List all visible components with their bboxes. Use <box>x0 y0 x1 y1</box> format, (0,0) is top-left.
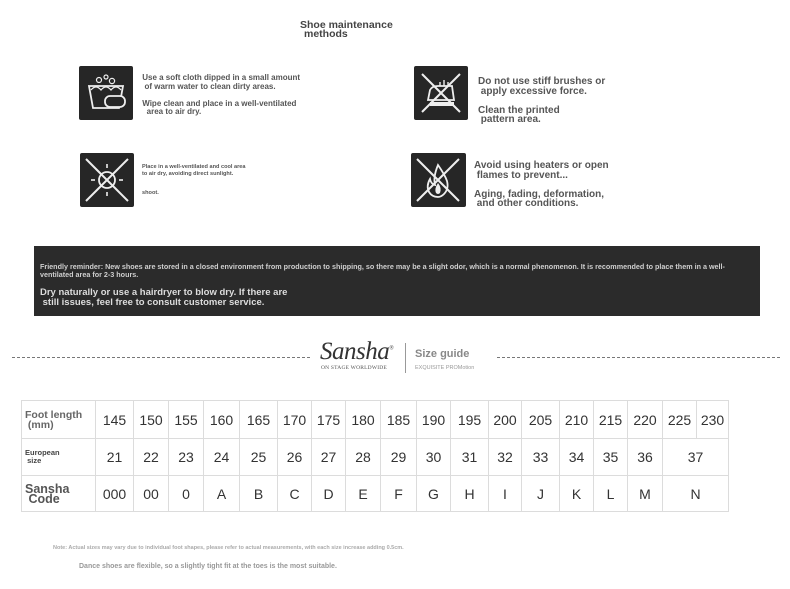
european-cell: 21 <box>96 439 134 476</box>
european-cell: 33 <box>522 439 560 476</box>
foot-length-cell: 230 <box>697 401 729 439</box>
foot-length-cell: 175 <box>312 401 346 439</box>
brand-separator <box>405 343 406 373</box>
bucket-soap-icon <box>79 66 133 120</box>
size-table <box>21 400 729 512</box>
code-cell: 00 <box>134 476 169 512</box>
title-line-1: Shoe maintenance <box>300 19 393 31</box>
european-cell: 34 <box>560 439 594 476</box>
code-cell: M <box>628 476 663 512</box>
code-cell: F <box>381 476 417 512</box>
divider-right <box>497 357 780 358</box>
foot-length-cell: 150 <box>134 401 169 439</box>
foot-length-cell: 185 <box>381 401 417 439</box>
reminder-line-1: Friendly reminder: New shoes are stored in a closed environment from production to shipping, so there may be a slight odor, which is a normal phenomenon. It is recommended to place them in a well-ventilated area for 2-3 hours. <box>40 262 725 279</box>
foot-length-cell: 190 <box>417 401 451 439</box>
foot-length-cell: 165 <box>240 401 278 439</box>
code-cell: C <box>278 476 312 512</box>
note-line-1: Note: Actual sizes may vary due to individual foot shapes, please refer to actual measurements, with each size increase adding 0.5cm. <box>53 545 404 551</box>
code-cell: N <box>663 476 729 512</box>
tip-text-3: Place in a well-ventilated and cool area to air dry, avoiding direct sunlight. shoot. <box>142 164 246 196</box>
page-title <box>300 21 470 39</box>
european-cell: 31 <box>451 439 489 476</box>
foot-length-cell: 145 <box>96 401 134 439</box>
foot-length-cell: 220 <box>628 401 663 439</box>
table-row-code <box>22 476 729 512</box>
title-line-2: methods <box>304 28 348 40</box>
code-cell: D <box>312 476 346 512</box>
code-cell: 000 <box>96 476 134 512</box>
european-cell: 29 <box>381 439 417 476</box>
divider-left <box>12 357 310 358</box>
header-code: Sansha Code <box>22 476 96 512</box>
european-cell: 23 <box>169 439 204 476</box>
code-cell: A <box>204 476 240 512</box>
code-cell: E <box>346 476 381 512</box>
brand-name: Sansha <box>320 338 390 365</box>
tip-text-2: Do not use stiff brushes or apply excessive force. Clean the printed pattern area. <box>478 76 606 125</box>
european-cell: 26 <box>278 439 312 476</box>
foot-length-cell: 155 <box>169 401 204 439</box>
foot-length-cell: 215 <box>594 401 628 439</box>
european-cell: 28 <box>346 439 381 476</box>
header-foot-length: Foot length (mm) <box>22 401 96 439</box>
foot-length-cell: 225 <box>663 401 697 439</box>
foot-length-cell: 180 <box>346 401 381 439</box>
european-cell: 32 <box>489 439 522 476</box>
no-fire-icon <box>411 153 466 207</box>
code-cell: K <box>560 476 594 512</box>
code-cell: H <box>451 476 489 512</box>
table-row-european <box>22 439 729 476</box>
foot-length-cell: 205 <box>522 401 560 439</box>
brand-tagline: ON STAGE WORLDWIDE <box>321 365 387 371</box>
code-cell: G <box>417 476 451 512</box>
size-guide-label: Size guide <box>415 348 470 360</box>
foot-length-cell: 170 <box>278 401 312 439</box>
foot-length-cell: 160 <box>204 401 240 439</box>
european-cell: 24 <box>204 439 240 476</box>
code-cell: B <box>240 476 278 512</box>
european-cell: 22 <box>134 439 169 476</box>
foot-length-cell: 195 <box>451 401 489 439</box>
code-cell: 0 <box>169 476 204 512</box>
header-european: European size <box>22 439 96 476</box>
tip-text-4: Avoid using heaters or open flames to prevent... Aging, fading, deformation, and other conditions. <box>474 160 609 209</box>
european-cell: 27 <box>312 439 346 476</box>
foot-length-cell: 200 <box>489 401 522 439</box>
european-cell: 35 <box>594 439 628 476</box>
european-cell: 37 <box>663 439 729 476</box>
size-guide-sub: EXQUISITE PROMotion <box>415 365 475 371</box>
european-cell: 25 <box>240 439 278 476</box>
tip-text-1: Use a soft cloth dipped in a small amount of warm water to clean dirty areas. Wipe clean and place in a well-ventilated area to air dry. <box>142 73 301 116</box>
code-cell: L <box>594 476 628 512</box>
code-cell: I <box>489 476 522 512</box>
table-row-foot-length <box>22 401 729 439</box>
no-brush-iron-icon <box>414 66 468 120</box>
european-cell: 30 <box>417 439 451 476</box>
code-cell: J <box>522 476 560 512</box>
foot-length-cell: 210 <box>560 401 594 439</box>
european-cell: 36 <box>628 439 663 476</box>
reminder-line-2: Dry naturally or use a hairdryer to blow dry. If there are still issues, feel free to consult customer service. <box>40 287 288 308</box>
brand-logo <box>320 338 393 366</box>
note-line-2: Dance shoes are flexible, so a slightly tight fit at the toes is the most suitable. <box>79 563 337 570</box>
brand-registered: ® <box>389 345 394 352</box>
no-sun-icon <box>80 153 134 207</box>
